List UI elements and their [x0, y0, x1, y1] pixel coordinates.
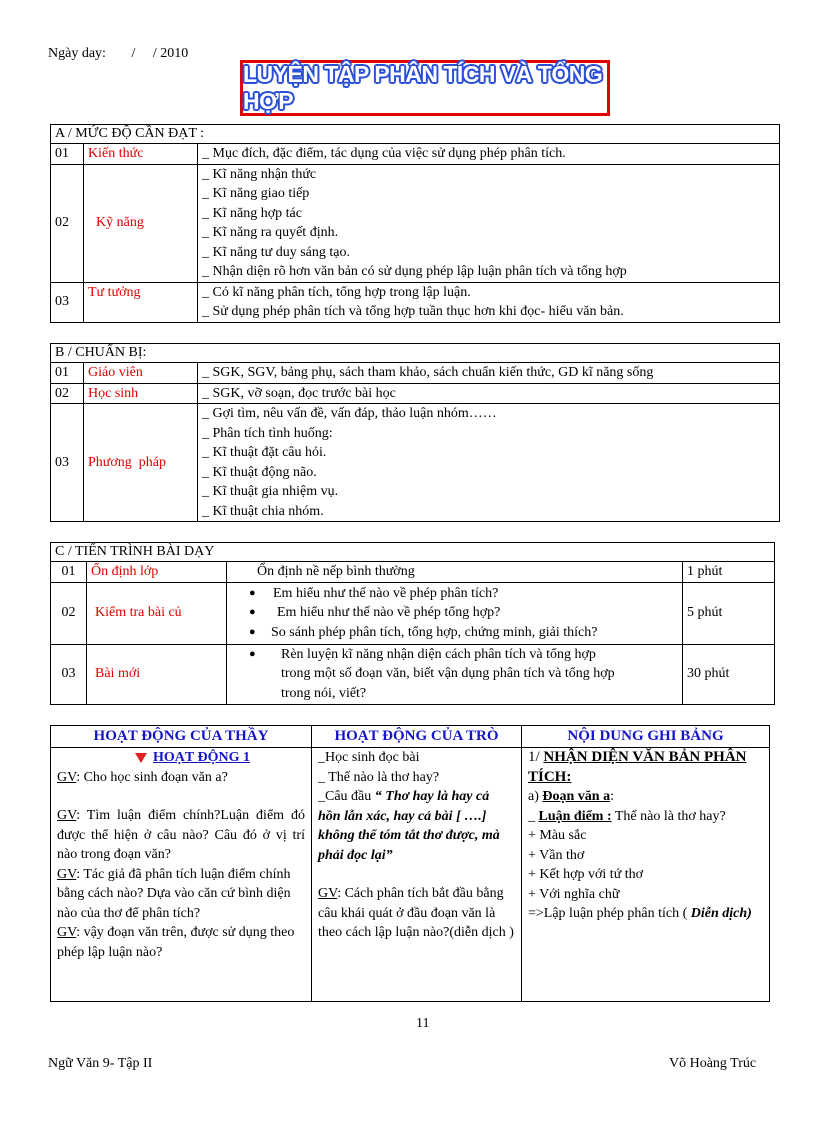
student-line: _ Thế nào là thơ hay?	[318, 769, 440, 785]
bullet-item: ● Em hiểu như thế nào về phép phân tích?	[231, 584, 678, 604]
board-a-label: a)	[528, 789, 543, 804]
date-label: Ngày day:	[48, 46, 106, 61]
row-line: _ Kĩ thuật đặt câu hỏi.	[202, 445, 327, 460]
activity-heading-label: HOẠT ĐỘNG 1	[153, 750, 250, 765]
board-ld-label: Luận điểm :	[538, 808, 612, 824]
row-time: 5 phút	[683, 582, 775, 644]
row-no: 01	[51, 144, 84, 165]
row-no: 03	[51, 282, 84, 322]
row-line: _ SGK, SGV, bảng phụ, sách tham khảo, sách chuẩn kiến thức, GD kĩ năng sống	[202, 365, 654, 380]
board-conclusion: =>Lập luận phép phân tích (	[528, 906, 691, 921]
gv-label: GV	[57, 769, 77, 785]
date-value: / / 2010	[131, 46, 189, 61]
row-line: _ Gợi tìm, nêu vấn đề, vấn đáp, thảo luận nhóm……	[202, 406, 497, 421]
activity-table	[50, 725, 770, 1002]
row-line: _ Kĩ thuật động não.	[202, 464, 317, 480]
student-line: _Học sinh đọc bài	[318, 750, 420, 765]
teacher-q1: : Cho học sinh đoạn văn a?	[76, 769, 228, 785]
footer-left: Ngữ Văn 9- Tập II	[48, 1056, 153, 1071]
row-content: Ổn định nề nếp bình thường	[227, 562, 683, 583]
row-line: _ Kĩ năng hợp tác	[202, 205, 302, 221]
board-ld-prefix: _	[528, 808, 539, 824]
board-heading: NHẬN DIỆN VĂN BẢN PHÂN TÍCH:	[528, 749, 747, 785]
row-no: 02	[51, 164, 84, 282]
col-student-title: HOẠT ĐỘNG CỦA TRÒ	[312, 726, 522, 748]
row-line: _ Phân tích tình huống:	[202, 425, 333, 441]
row-line: _ Kĩ năng tư duy sáng tạo.	[202, 244, 350, 260]
bullet-item: ● Em hiểu như thế nào về phép tổng hợp?	[231, 603, 678, 623]
row-line: _ Kĩ thuật gia nhiệm vụ.	[202, 484, 339, 499]
section-b-table	[50, 343, 780, 522]
row-no: 03	[51, 404, 84, 522]
row-line: _ Kĩ thuật chia nhóm.	[202, 503, 324, 519]
row-line: _ Nhận diện rõ hơn văn bản có sử dụng phép lập luận phân tích và tổng hợp	[202, 264, 627, 279]
bullet-item: ● Rèn luyện kĩ năng nhận diện cách phân tích và tổng hợp	[231, 645, 678, 665]
row-line: _ SGK, vỡ soạn, đọc trước bài học	[202, 385, 396, 401]
gv-label: GV	[318, 886, 338, 901]
section-a-heading: A / MỨC ĐỘ CẦN ĐẠT :	[51, 125, 780, 144]
row-label: Tư tưởng	[84, 282, 198, 322]
teacher-q2: : Tìm luận điểm chính?Luận điểm đó được thể hiện ở câu nào? Câu đó ở vị trí nào trong đoạn văn?	[57, 808, 305, 862]
page-number: 11	[416, 1016, 430, 1031]
student-quote: “ Thơ hay là hay cả hồn lẫn xác, hay cả bài [ ….] không thể tóm tắt thơ được, mà phải đọc lại”	[318, 789, 500, 863]
row-line: trong nói, viết?	[281, 685, 367, 701]
row-line: _ Có kĩ năng phân tích, tổng hợp trong lập luận.	[202, 284, 471, 300]
page-title: LUYỆN TẬP PHÂN TÍCH VÀ TỔNG HỢP	[243, 61, 603, 114]
row-no: 02	[51, 582, 87, 644]
board-ld-text: Thế nào là thơ hay?	[611, 808, 726, 824]
row-line: _ Sử dụng phép phân tích và tổng hợp tuần thục hơn khi đọc- hiểu văn bản.	[202, 304, 624, 319]
row-line: _ Kĩ năng ra quyết định.	[202, 225, 339, 240]
board-conclusion-em: Diễn dịch)	[690, 906, 752, 921]
board-item: + Kết hợp với tứ thơ	[528, 867, 644, 882]
row-no: 01	[51, 562, 87, 583]
row-label: Phương pháp	[84, 404, 198, 522]
row-line: trong một số đoạn văn, biết vận dụng phân tích và tổng hợp	[281, 666, 615, 682]
board-item: + Với nghĩa chữ	[528, 886, 620, 902]
gv-label: GV	[57, 808, 77, 823]
title-box	[240, 60, 610, 116]
student-line: _Câu đầu	[318, 789, 375, 804]
row-label: Học sinh	[84, 383, 198, 404]
gv-label: GV	[57, 866, 77, 882]
section-b-heading: B / CHUẨN BỊ:	[51, 344, 780, 363]
section-a-table	[50, 124, 780, 323]
teacher-q4: : vậy đoạn văn trên, được sử dụng theo phép lập luận nào?	[57, 925, 295, 960]
row-label: Kiến thức	[84, 144, 198, 165]
row-line: _ Mục đích, đặc điểm, tác dụng của việc sử dụng phép phân tích.	[202, 146, 566, 161]
row-line: _ Kĩ năng giao tiếp	[202, 186, 310, 201]
board-item: + Vần thơ	[528, 847, 585, 863]
board-num: 1/	[528, 749, 544, 765]
date-line	[48, 46, 188, 62]
row-line: _ Kĩ năng nhận thức	[202, 166, 317, 182]
row-no: 03	[51, 644, 87, 704]
teacher-q3: : Tác giả đã phân tích luận điểm chính bằng cách nào? Dựa vào căn cứ bình diện nào của thơ để phân tích?	[57, 866, 291, 921]
row-no: 01	[51, 363, 84, 384]
student-cell	[312, 748, 522, 1002]
board-a-colon: :	[610, 789, 614, 804]
row-label: Giáo viên	[84, 363, 198, 384]
board-cell	[522, 748, 770, 1002]
bullet-item: ● So sánh phép phân tích, tổng hợp, chứng minh, giải thích?	[231, 623, 678, 643]
row-time: 1 phút	[683, 562, 775, 583]
activity-heading	[57, 748, 305, 768]
board-a-title: Đoạn văn a	[542, 789, 611, 804]
row-label: Ổn định lớp	[87, 562, 227, 583]
section-c-table	[50, 542, 775, 705]
row-label: Kiểm tra bài củ	[87, 582, 227, 644]
pointer-icon	[135, 753, 147, 763]
row-label: Kỹ năng	[84, 164, 198, 282]
row-label: Bài mới	[87, 644, 227, 704]
row-no: 02	[51, 383, 84, 404]
footer-right: Võ Hoàng Trúc	[669, 1056, 757, 1071]
teacher-cell	[51, 748, 312, 1002]
section-c-heading: C / TIẾN TRÌNH BÀI DẠY	[51, 543, 775, 562]
student-line: : Cách phân tích bắt đầu bằng câu khái quát ở đầu đoạn văn là theo cách lập luận nào?(diễn dịch )	[318, 886, 514, 940]
col-teacher-title: HOẠT ĐỘNG CỦA THẦY	[51, 726, 312, 748]
row-time: 30 phút	[683, 644, 775, 704]
board-item: + Màu sắc	[528, 828, 587, 843]
gv-label: GV	[57, 925, 77, 940]
col-board-title: NỘI DUNG GHI BẢNG	[522, 726, 770, 748]
